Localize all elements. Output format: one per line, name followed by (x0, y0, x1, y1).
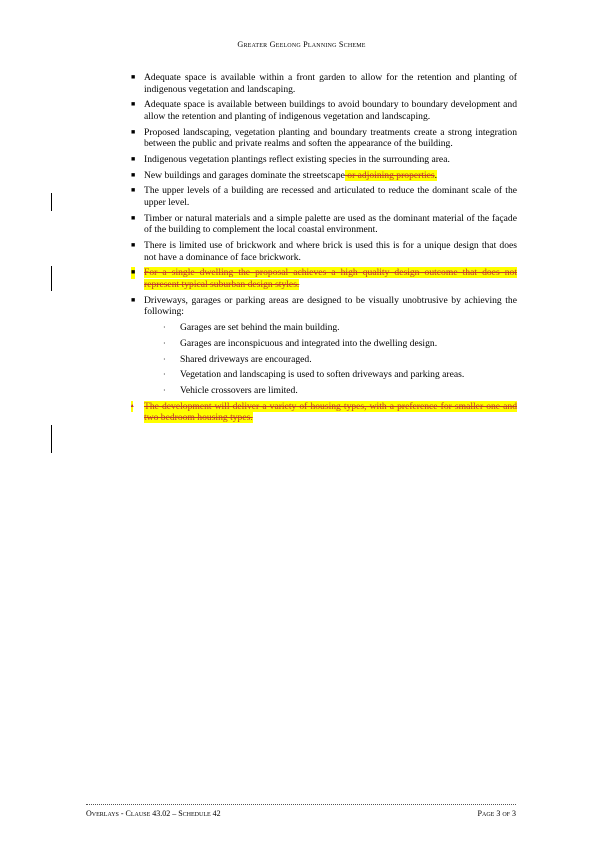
list-item: ■ Indigenous vegetation plantings reflect existing species in the surrounding area. (131, 153, 450, 165)
sub-list-item: · Vehicle crossovers are limited. (163, 385, 298, 397)
change-bar (51, 193, 52, 211)
list-item: ■ New buildings and garages dominate the streetscape or adjoining properties. (131, 169, 438, 181)
sub-list-item: · Shared driveways are encouraged. (163, 353, 312, 365)
sub-list-item: · Garages are inconspicuous and integrated into the dwelling design. (163, 337, 438, 349)
square-bullet-icon: ■ (131, 213, 136, 222)
square-bullet-icon: ■ (131, 73, 136, 81)
square-bullet-icon: ■ (131, 154, 136, 163)
dot-bullet-icon: · (163, 338, 166, 348)
dot-bullet-icon: · (163, 370, 166, 380)
list-item: ■ Adequate space is available within a front garden to allow for the retention and planting of indigenous vegetation and landscaping. (131, 72, 517, 95)
list-item: ■ Adequate space is available between buildings to avoid boundary to boundary development and allow the retention and planting of indigenous vegetation and landscaping. (131, 99, 517, 122)
deleted-text: or adjoining properties (344, 169, 435, 181)
square-bullet-icon: ■ (131, 170, 136, 179)
change-bar (51, 266, 52, 291)
square-bullet-icon: ■ (131, 186, 136, 195)
list-item: ■ Driveways, garages or parking areas are designed to be visually unobtrusive by achieving the following: (131, 294, 517, 318)
list-item (131, 400, 517, 424)
page-header: Greater Geelong Planning Scheme (237, 40, 366, 49)
list-item: ■ There is limited use of brickwork and where brick is used this is for a unique design that does not have a dominance of face brickwork. (131, 240, 517, 263)
sub-list-item: · Garages are set behind the main building. (163, 321, 340, 333)
dot-bullet-icon: · (163, 386, 166, 396)
list-item: ■ Proposed landscaping, vegetation planting and boundary treatments create a strong integration between the public and private realms and soften the appearance of the building. (131, 126, 517, 150)
square-bullet-icon: ■ (131, 295, 136, 304)
square-bullet-icon: ■ (131, 267, 135, 279)
list-item: ■ The upper levels of a building are recessed and articulated to reduce the dominant scale of the upper level. (131, 185, 517, 208)
square-bullet-icon: ■ (131, 241, 136, 250)
square-bullet-icon: ■ (131, 127, 136, 136)
document-body (131, 72, 517, 428)
list-item (131, 267, 517, 290)
footer-divider (86, 804, 516, 805)
deleted-text: The development will deliver a variety of housing types, with a preference for smaller one and two bedroom housing types. (144, 400, 517, 424)
deleted-text: For a single dwelling the proposal achieves a high quality design outcome that does not represent typical suburban design styles. (144, 267, 517, 290)
dot-bullet-icon: · (163, 322, 166, 332)
change-bar (51, 425, 52, 453)
list-item: ■ Timber or natural materials and a simple palette are used as the dominant material of the façade of the building to complement the local coastal environment. (131, 212, 517, 236)
square-bullet-icon: ■ (131, 100, 136, 109)
footer-page-number: Page 3 of 3 (477, 809, 516, 818)
sub-list-item: · Vegetation and landscaping is used to soften driveways and parking areas. (163, 369, 465, 381)
footer-clause: Overlays - Clause 43.02 – Schedule 42 (86, 809, 221, 818)
round-bullet-icon: • (131, 401, 133, 413)
dot-bullet-icon: · (163, 354, 166, 364)
